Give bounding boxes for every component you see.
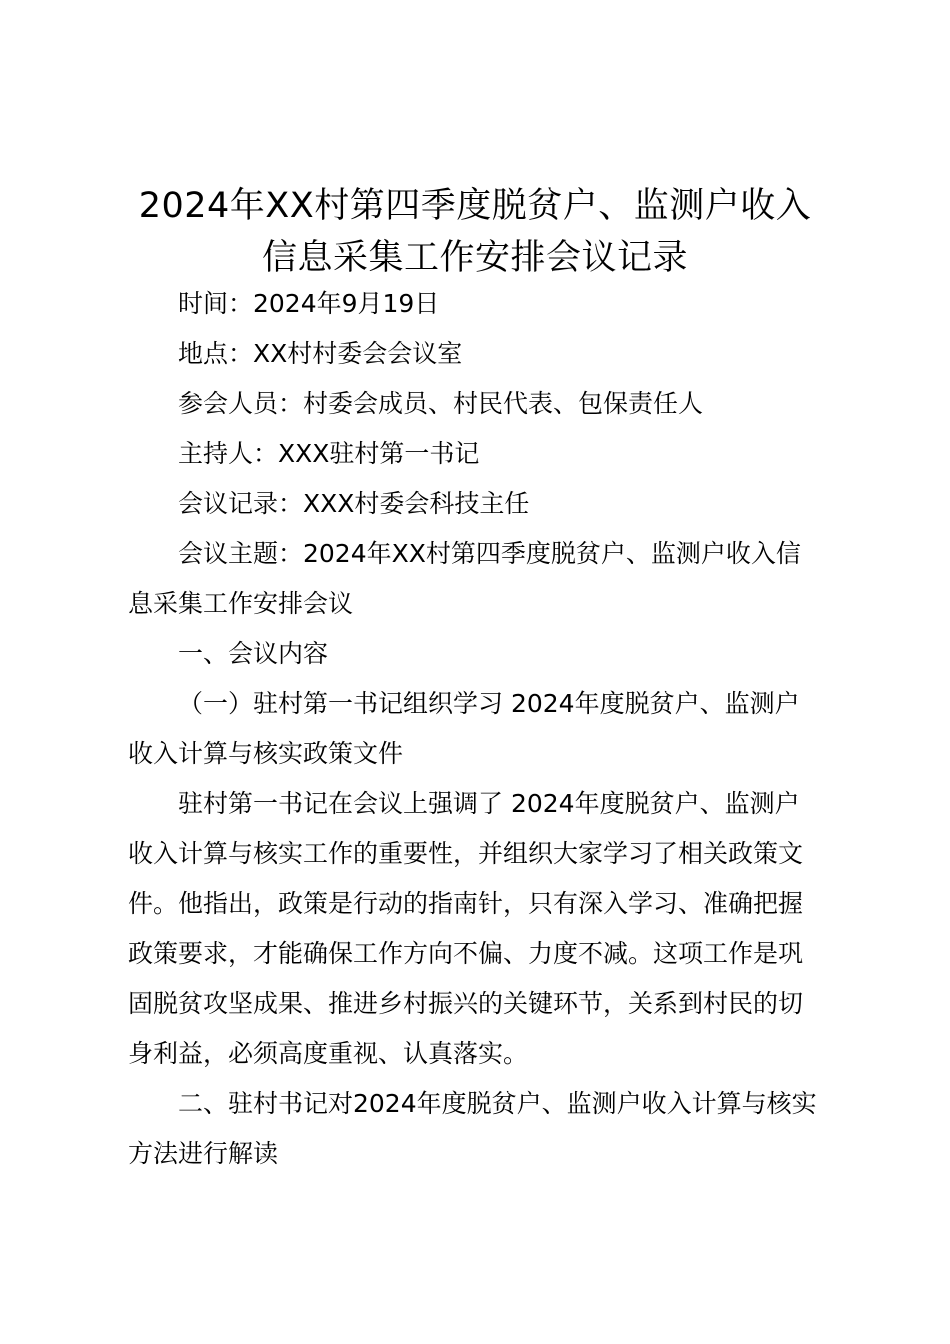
paragraph-1-line-6: 身利益，必须高度重视、认真落实。 bbox=[128, 1039, 529, 1068]
section-2-heading-line-2: 方法进行解读 bbox=[128, 1139, 279, 1168]
paragraph-1-line-2: 收入计算与核实工作的重要性，并组织大家学习了相关政策文 bbox=[128, 839, 804, 868]
paragraph-1-line-3: 件。他指出，政策是行动的指南针，只有深入学习、准确把握 bbox=[128, 889, 804, 918]
meeting-attendees: 参会人员：村委会成员、村民代表、包保责任人 bbox=[178, 389, 704, 418]
meeting-recorder: 会议记录：XXX村委会科技主任 bbox=[178, 489, 530, 518]
subsection-1-heading-line-2: 收入计算与核实政策文件 bbox=[128, 739, 404, 768]
subsection-1-heading-line-1: （一）驻村第一书记组织学习 2024年度脱贫户、监测户 bbox=[178, 689, 800, 718]
section-2-heading-line-1: 二、驻村书记对2024年度脱贫户、监测户收入计算与核实 bbox=[178, 1089, 817, 1118]
meeting-time: 时间：2024年9月19日 bbox=[178, 289, 440, 318]
paragraph-1-line-5: 固脱贫攻坚成果、推进乡村振兴的关键环节，关系到村民的切 bbox=[128, 989, 804, 1018]
document-title-line-2: 信息采集工作安排会议记录 bbox=[261, 238, 688, 278]
paragraph-1-line-4: 政策要求，才能确保工作方向不偏、力度不减。这项工作是巩 bbox=[128, 939, 804, 968]
paragraph-1-line-1: 驻村第一书记在会议上强调了 2024年度脱贫户、监测户 bbox=[178, 789, 800, 818]
meeting-topic-line-1: 会议主题：2024年XX村第四季度脱贫户、监测户收入信 bbox=[178, 539, 801, 568]
meeting-place: 地点：XX村村委会会议室 bbox=[178, 339, 463, 368]
meeting-host: 主持人：XXX驻村第一书记 bbox=[178, 439, 480, 468]
document-title-line-1: 2024年XX村第四季度脱贫户、监测户收入 bbox=[138, 186, 812, 226]
section-1-heading: 一、会议内容 bbox=[178, 639, 329, 668]
meeting-topic-line-2: 息采集工作安排会议 bbox=[128, 589, 354, 618]
